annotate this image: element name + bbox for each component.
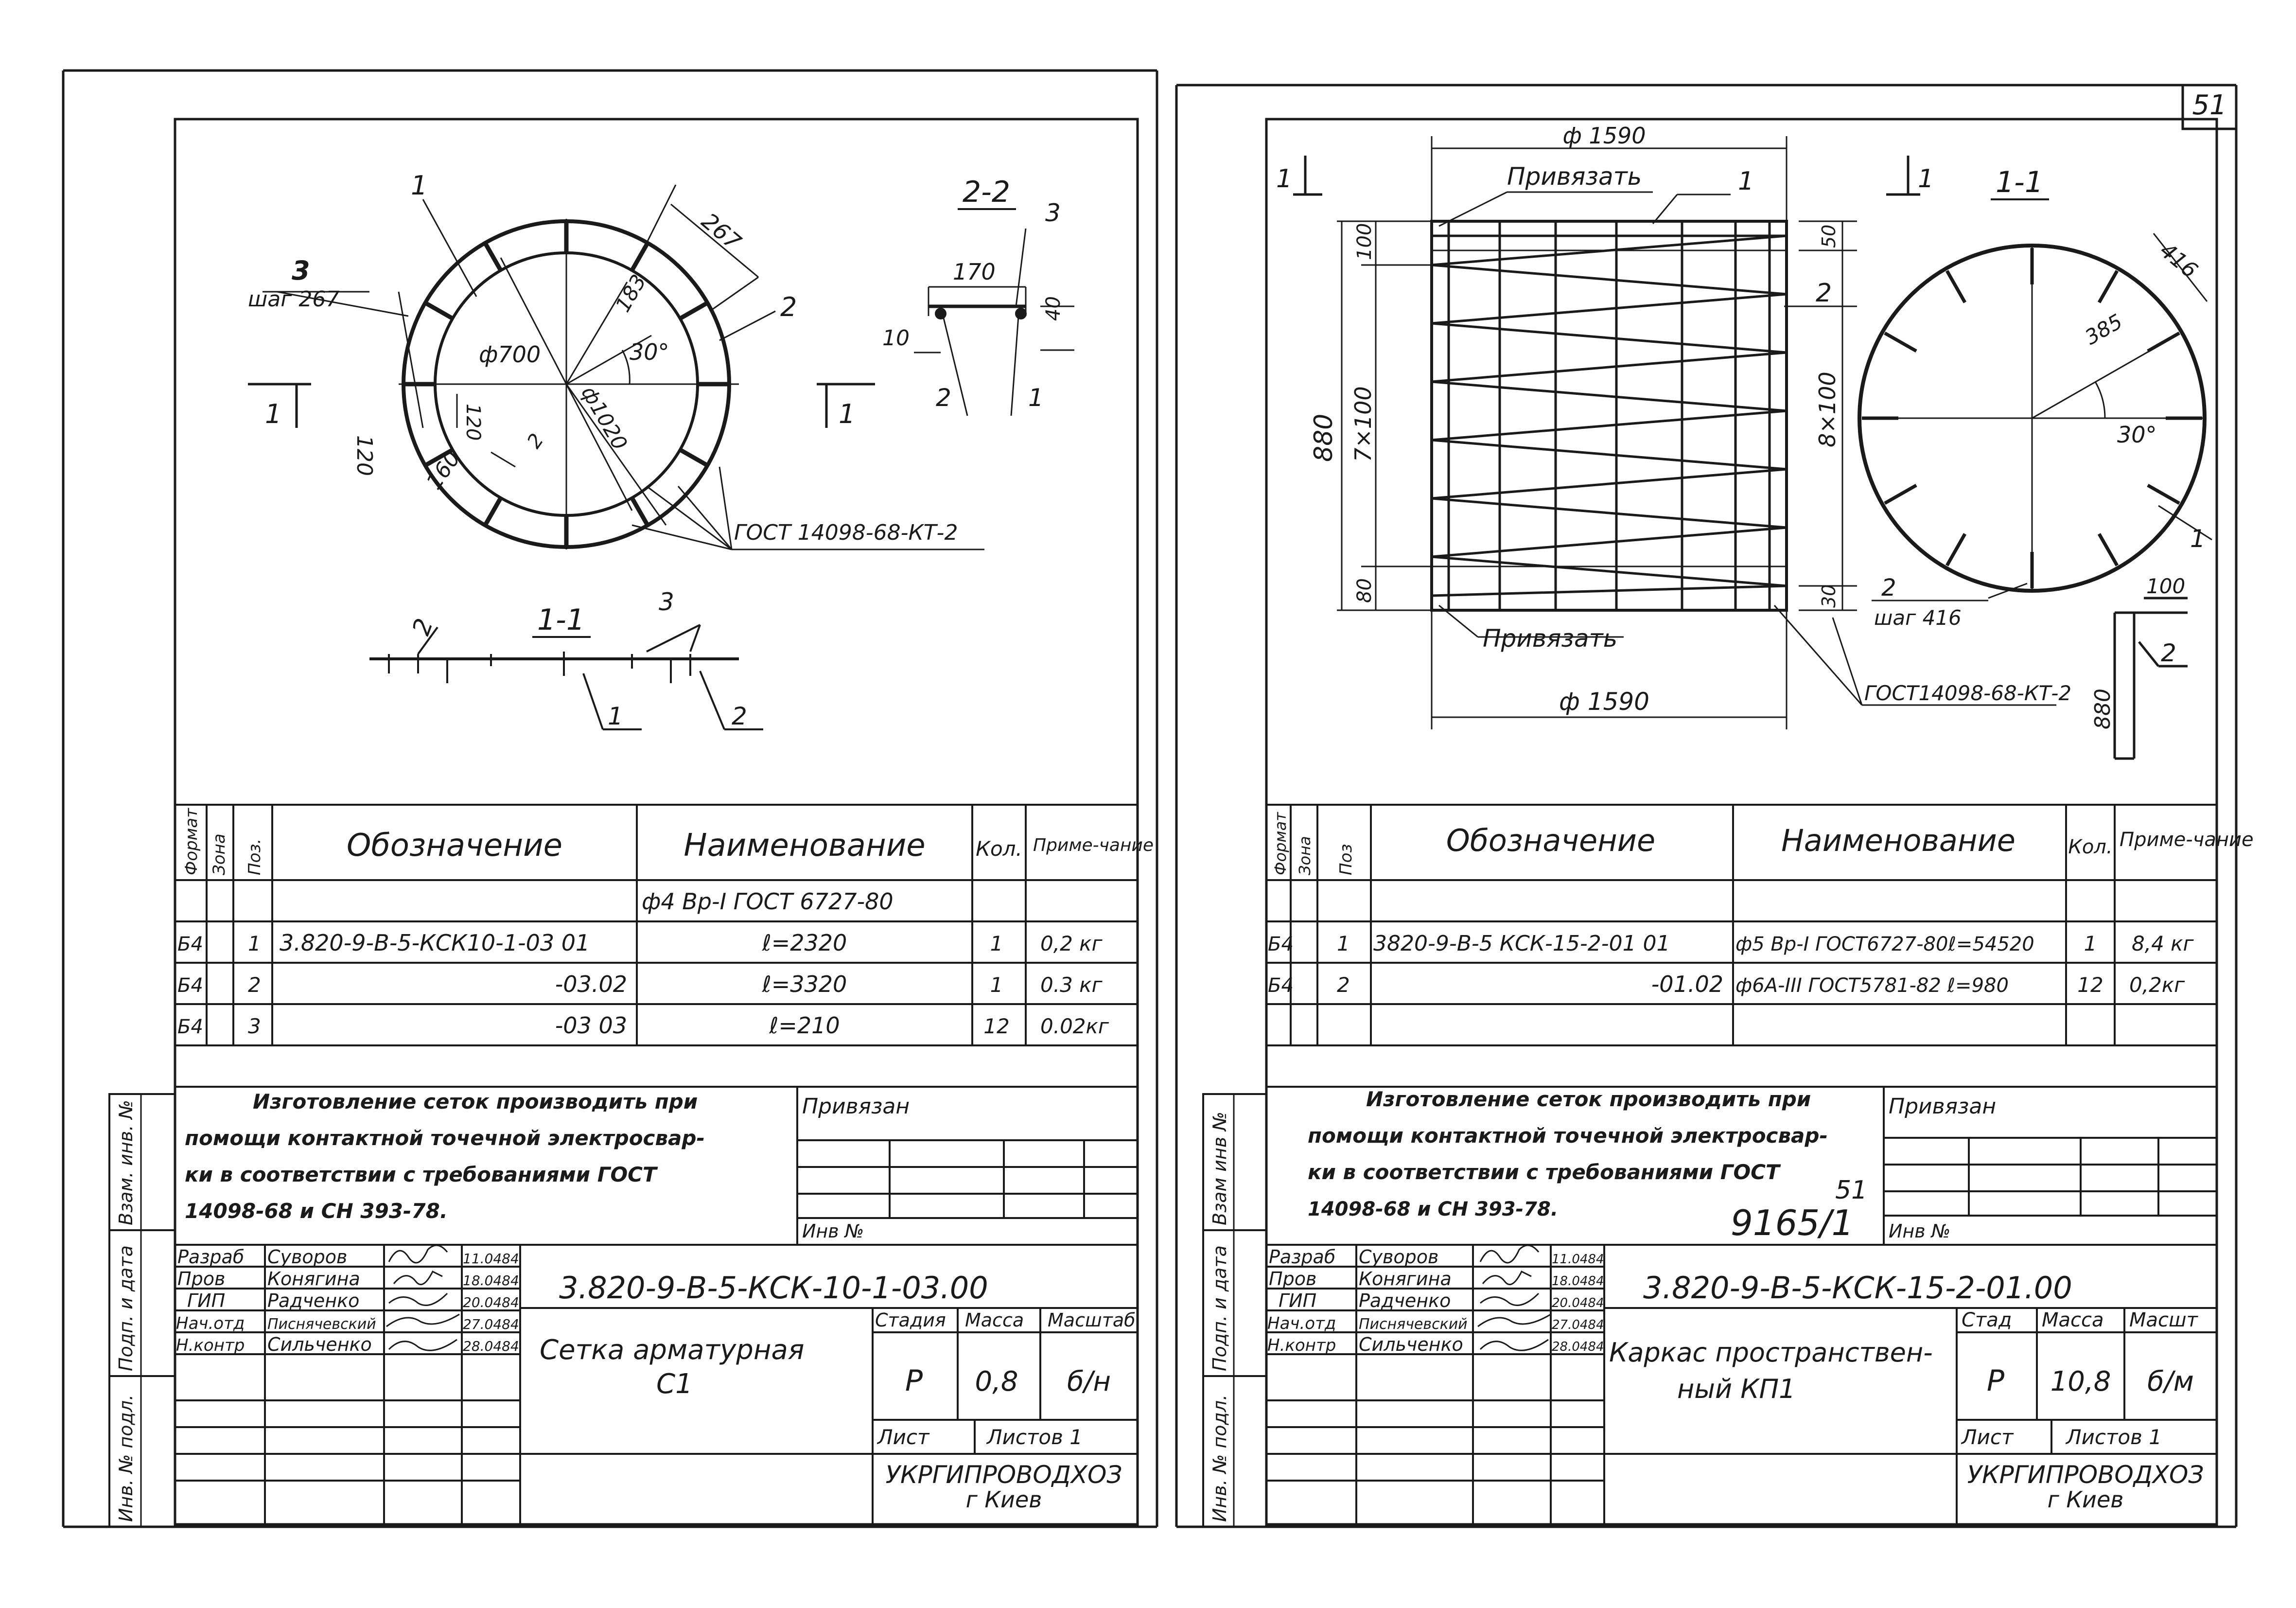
mass-header: Масса (965, 1309, 1024, 1331)
sheets-header: Листов 1 (987, 1425, 1083, 1449)
r-role-5: Н.контр (1267, 1336, 1336, 1355)
r-scale-value: б/м (2147, 1366, 2194, 1397)
r-product-line-1: Каркас пространствен- (1609, 1337, 1933, 1368)
page-number-box (2183, 85, 2236, 129)
date-4: 27.0484 (463, 1316, 519, 1332)
r-spec-r1-name: ф5 Вр-I ГОСТ6727-80ℓ=54520 (1735, 933, 2034, 955)
r-doc-code: 3.820-9-В-5-КСК-15-2-01.00 (1643, 1270, 2072, 1306)
note-line-1: Изготовление сеток производить при (253, 1090, 698, 1113)
org-city: г Киев (965, 1486, 1042, 1513)
name-2: Конягина (267, 1268, 360, 1290)
r-spec-h-name: Наименование (1781, 823, 2016, 858)
r-spec-r1-format: Б4 (1268, 933, 1294, 955)
section-2-2-pos2: 2 (936, 384, 951, 412)
pos-3-label: 3 (292, 255, 310, 286)
stage-header: Стадия (875, 1309, 946, 1331)
scale-header: Масштаб (1048, 1309, 1136, 1331)
r-tie-top: Привязать (1507, 162, 1642, 191)
spec-r1-name: ℓ=2320 (762, 930, 847, 956)
section-2-2-pos3: 3 (1045, 199, 1061, 227)
date-3: 20.0484 (463, 1294, 519, 1310)
r-spec-h-format: Формат (1271, 812, 1290, 875)
r-side-label-vzam: Взам инв № (1209, 1112, 1230, 1225)
r-role-3: ГИП (1279, 1290, 1317, 1311)
r-dim-1590-bot: ф 1590 (1559, 688, 1649, 716)
dim-2: 2 (523, 429, 548, 453)
r-dim-8x100: 8×100 (1814, 371, 1840, 447)
r-dim-880: 880 (1309, 413, 1338, 462)
section-1-1-cut-2: 2 (406, 615, 439, 639)
r-tie-bot: Привязать (1483, 624, 1618, 653)
r-scale-header: Масшт (2129, 1309, 2198, 1331)
pos-1-label: 1 (411, 170, 428, 201)
section-1-1-pos1: 1 (608, 702, 623, 730)
cut-1-left: 1 (265, 399, 282, 429)
name-5: Сильченко (267, 1334, 372, 1355)
r-section-title: 1-1 (1996, 165, 2043, 199)
spec-h-note: Приме-чание (1033, 835, 1154, 855)
spec-h-qty: Кол. (976, 837, 1022, 861)
r-dim-385: 385 (2081, 309, 2127, 350)
section-2-2 (882, 175, 1074, 416)
r-spec-r2-note: 0,2кг (2129, 973, 2185, 997)
r-sheets-header: Листов 1 (2066, 1425, 2162, 1449)
date-2: 18.0484 (463, 1272, 519, 1289)
date-1: 11.0484 (463, 1251, 519, 1267)
spec-r1-note: 0,2 кг (1040, 932, 1103, 955)
product-line-2: С1 (656, 1368, 693, 1400)
name-4: Писнячевский (267, 1316, 376, 1333)
side-label-vzam: Взам. инв. № (115, 1099, 137, 1225)
product-line-1: Сетка арматурная (540, 1334, 805, 1366)
r-pitch-416: шаг 416 (1874, 606, 1962, 630)
r-dim-50: 50 (1818, 224, 1840, 248)
doc-code: 3.820-9-В-5-КСК-10-1-03.00 (559, 1270, 988, 1306)
r-stage-value: Р (1986, 1364, 2005, 1398)
section-2-2-title: 2-2 (963, 175, 1010, 209)
r-spec-h-designation: Обозначение (1446, 823, 1656, 858)
r-dim-30: 30 (1818, 584, 1840, 608)
spec-r3-name: ℓ=210 (769, 1012, 840, 1039)
role-1: Разраб (177, 1246, 245, 1268)
r-product-line-2: ный КП1 (1677, 1374, 1796, 1404)
dim-1020: ф1020 (577, 382, 632, 454)
r-name-5: Сильченко (1359, 1334, 1463, 1355)
r-spec-r2-designation: -01.02 (1651, 971, 1723, 997)
name-1: Суворов (267, 1246, 348, 1268)
dim-120-a: 120 (462, 404, 484, 441)
r-name-1: Суворов (1359, 1246, 1439, 1268)
dim-183: 183 (611, 270, 651, 316)
dim-120-b: 120 (352, 435, 377, 476)
spec-r1-pos: 1 (248, 932, 261, 955)
spec-r3-pos: 3 (248, 1014, 261, 1038)
r-gost-note: ГОСТ14098-68-КТ-2 (1864, 681, 2072, 705)
r-spec-h-pos: Поз (1336, 844, 1356, 875)
r-privyazan-block (1884, 1087, 2217, 1245)
r-note-line-1: Изготовление сеток производить при (1366, 1087, 1811, 1111)
gost-note: ГОСТ 14098-68-КТ-2 (734, 520, 958, 545)
section-1-1-pos3: 3 (659, 588, 674, 616)
r-role-2: Пров (1269, 1268, 1317, 1290)
scale-value: б/н (1067, 1366, 1111, 1397)
r-date-3: 20.0484 (1552, 1296, 1604, 1310)
r-spec-r2-qty: 12 (2077, 973, 2103, 997)
spec-h-pos: Поз. (245, 838, 264, 875)
r-circle-pos2: 2 (1881, 574, 1896, 601)
r-note-line-3: ки в соответствии с требованиями ГОСТ (1308, 1160, 1780, 1184)
r-pos1-top: 1 (1738, 167, 1754, 196)
section-1-1-title: 1-1 (537, 603, 585, 637)
spec-r2-pos: 2 (248, 973, 261, 997)
r-cut-1-left: 1 (1276, 164, 1293, 194)
r-bar-880: 880 (2090, 689, 2115, 729)
spec-r1-qty: 1 (990, 932, 1003, 955)
date-5: 28.0484 (463, 1338, 519, 1354)
r-name-3: Радченко (1359, 1290, 1451, 1311)
spec-material: ф4 Вр-I ГОСТ 6727-80 (642, 888, 894, 915)
signatures (386, 1245, 459, 1350)
spec-r2-name: ℓ=3320 (762, 971, 847, 997)
r-side-label-inv: Инв. № подл. (1209, 1394, 1230, 1522)
name-3: Радченко (267, 1290, 360, 1311)
r-dim-416: 416 (2155, 238, 2203, 283)
r-date-2: 18.0484 (1552, 1274, 1604, 1289)
r-spec-h-qty: Кол. (2068, 836, 2113, 858)
r-spec-h-note: Приме-чание (2120, 829, 2254, 851)
mass-value: 0,8 (975, 1366, 1018, 1397)
dim-700: ф700 (479, 341, 541, 368)
r-mass-value: 10,8 (2050, 1366, 2111, 1397)
spec-h-zone: Зона (210, 833, 229, 875)
spec-r1-designation: 3.820-9-В-5-КСК10-1-03 01 (280, 930, 590, 956)
r-spec-r2-pos: 2 (1337, 973, 1350, 997)
r-bar-100: 100 (2146, 574, 2186, 598)
role-2: Пров (177, 1268, 226, 1290)
r-dim-7x100: 7×100 (1350, 386, 1376, 462)
note-line-2: помощи контактной точечной электросвар- (185, 1126, 705, 1150)
r-spec-r1-note: 8,4 кг (2132, 932, 2194, 955)
spec-r3-note: 0.02кг (1040, 1014, 1109, 1038)
r-org-name: УКРГИПРОВОДХОЗ (1967, 1461, 2204, 1489)
title-block (175, 1245, 1138, 1524)
r-pos2: 2 (1816, 279, 1832, 308)
r-angle-30: 30° (2117, 422, 2157, 448)
dim-267: 267 (696, 208, 746, 255)
spec-h-format: Формат (182, 808, 201, 875)
spec-r3-qty: 12 (983, 1014, 1010, 1038)
r-dim-1590-top: ф 1590 (1562, 123, 1646, 149)
privyazan-label: Привязан (802, 1094, 910, 1119)
org-name: УКРГИПРОВОДХОЗ (885, 1461, 1122, 1489)
spec-table (175, 805, 1154, 1087)
privyazan-block (797, 1087, 1138, 1245)
r-date-5: 28.0484 (1552, 1340, 1604, 1354)
r-bar-pos2: 2 (2161, 639, 2176, 667)
cage-section-1-1 (1859, 165, 2212, 759)
note-line-4: 14098-68 и СН 393-78. (185, 1199, 448, 1223)
r-date-1: 11.0484 (1552, 1252, 1604, 1267)
spec-r1-format: Б4 (177, 933, 203, 955)
r-signatures (1478, 1245, 1551, 1350)
left-sheet (109, 119, 1154, 1527)
r-spec-r2-name: ф6А-III ГОСТ5781-82 ℓ=980 (1735, 974, 2009, 997)
page-number: 51 (2192, 89, 2227, 121)
r-side-label-podp: Подп. и дата (1209, 1245, 1230, 1371)
r-spec-r1-qty: 1 (2084, 932, 2097, 955)
pitch-267: шаг 267 (248, 287, 340, 312)
dim-10: 10 (882, 326, 910, 351)
cut-1-right: 1 (839, 399, 856, 429)
r-spec-table (1266, 805, 2254, 1087)
sheet-header: Лист (877, 1425, 929, 1449)
r-spec-r1-designation: 3820-9-В-5 КСК-15-2-01 01 (1373, 931, 1670, 956)
cage-elevation (1276, 123, 2071, 729)
pos-2-label: 2 (780, 292, 797, 322)
r-name-4: Писнячевский (1359, 1316, 1468, 1333)
spec-r3-designation: -03 03 (555, 1012, 627, 1039)
r-name-2: Конягина (1359, 1268, 1452, 1290)
r-note-block (1308, 1087, 1867, 1243)
r-handwritten-number: 9165/1 (1731, 1202, 1854, 1243)
note-line-3: ки в соответствии с требованиями ГОСТ (185, 1163, 657, 1186)
side-label-podp: Подп. и дата (115, 1245, 137, 1371)
r-inv-label: Инв № (1889, 1220, 1951, 1242)
r-role-1: Разраб (1269, 1246, 1336, 1268)
section-1-1-pos2: 2 (732, 702, 747, 730)
section-1-1-left (369, 588, 763, 730)
r-mass-header: Масса (2042, 1309, 2104, 1331)
role-5: Н.контр (176, 1336, 245, 1355)
r-role-4: Нач.отд (1267, 1314, 1336, 1333)
r-dim-100: 100 (1353, 223, 1376, 260)
r-note-line-4: 14098-68 и СН 393-78. (1308, 1198, 1559, 1220)
r-stage-header: Стад (1962, 1309, 2012, 1331)
r-circle-pos1: 1 (2190, 525, 2206, 553)
section-2-2-pos1: 1 (1028, 384, 1044, 412)
r-note-line-2: помощи контактной точечной электросвар- (1308, 1124, 1828, 1148)
dim-40: 40 (1042, 296, 1065, 321)
spec-r2-qty: 1 (990, 973, 1003, 997)
r-spec-r2-format: Б4 (1268, 974, 1294, 997)
spec-r2-format: Б4 (177, 974, 203, 997)
spec-h-designation: Обозначение (346, 828, 563, 864)
r-org-city: г Киев (2047, 1486, 2124, 1513)
r-handwritten-small: 51 (1835, 1176, 1868, 1205)
ring-plan-view (248, 170, 984, 549)
spec-r2-note: 0.3 кг (1040, 973, 1103, 997)
r-spec-h-zone: Зона (1296, 836, 1314, 875)
r-spec-r1-pos: 1 (1337, 932, 1350, 955)
r-privyazan-label: Привязан (1889, 1094, 1997, 1119)
spec-r2-designation: -03.02 (555, 971, 627, 997)
spec-r3-format: Б4 (177, 1016, 203, 1038)
r-title-block (1266, 1245, 2217, 1524)
stage-value: Р (905, 1364, 923, 1398)
right-sheet (1203, 119, 2254, 1527)
r-date-4: 27.0484 (1552, 1318, 1604, 1332)
role-3: ГИП (187, 1290, 226, 1311)
r-sheet-header: Лист (1962, 1425, 2014, 1449)
dim-160: 160 (421, 446, 466, 495)
r-dim-80: 80 (1353, 578, 1376, 603)
dim-170: 170 (953, 259, 996, 285)
inv-label: Инв № (802, 1220, 864, 1242)
role-4: Нач.отд (176, 1314, 245, 1333)
side-label-inv: Инв. № подл. (115, 1394, 137, 1522)
dim-angle-30: 30° (630, 339, 669, 365)
spec-h-name: Наименование (684, 828, 926, 864)
note-block (185, 1090, 705, 1223)
r-cut-1-right: 1 (1918, 164, 1934, 194)
